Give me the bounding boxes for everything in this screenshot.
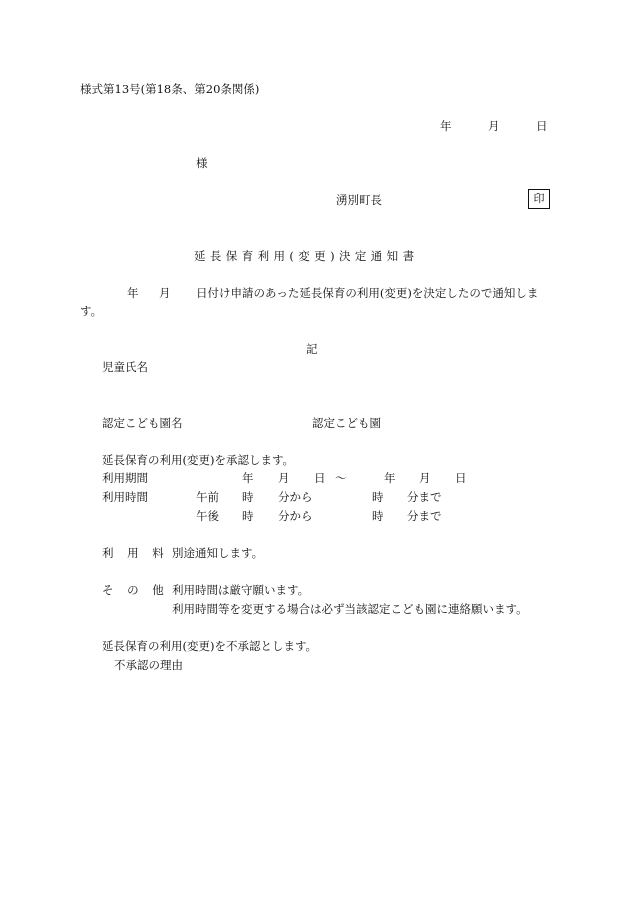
hours-am-hour-2: 時 bbox=[372, 490, 384, 504]
period-year-2: 年 bbox=[384, 471, 396, 485]
intro-year: 年 bbox=[127, 286, 139, 300]
hours-pm-hour: 時 bbox=[242, 509, 254, 523]
other-label: そ の 他 bbox=[102, 583, 164, 597]
facility-value: 認定こども園 bbox=[312, 416, 381, 430]
intro-line1: 日付け申請のあった延長保育の利用(変更)を決定したので通知しま bbox=[196, 286, 539, 300]
hours-pm-from: 分から bbox=[278, 509, 313, 523]
hours-am-from: 分から bbox=[278, 490, 313, 504]
period-day-1: 日 bbox=[314, 471, 326, 485]
period-month-1: 月 bbox=[278, 471, 290, 485]
period-tilde: ～ bbox=[335, 471, 347, 485]
hours-pm: 午後 bbox=[196, 509, 219, 523]
date-month: 月 bbox=[488, 119, 500, 133]
period-month-2: 月 bbox=[419, 471, 431, 485]
period-label: 利用期間 bbox=[102, 471, 148, 485]
period-day-2: 日 bbox=[455, 471, 467, 485]
ki-heading: 記 bbox=[306, 342, 318, 356]
other-line2: 利用時間等を変更する場合は必ず当該認定こども園に連絡願います。 bbox=[172, 602, 528, 616]
intro-line2: す。 bbox=[80, 304, 103, 318]
reject-reason-label: 不承認の理由 bbox=[114, 658, 183, 672]
facility-label: 認定こども園名 bbox=[102, 416, 183, 430]
reject-text: 延長保育の利用(変更)を不承認とします。 bbox=[102, 639, 318, 653]
hours-am-to: 分まで bbox=[407, 490, 442, 504]
approve-text: 延長保育の利用(変更)を承認します。 bbox=[102, 453, 295, 467]
addressee-suffix: 様 bbox=[196, 156, 208, 170]
date-day: 日 bbox=[536, 119, 548, 133]
seal-box: 印 bbox=[528, 189, 550, 209]
intro-month: 月 bbox=[159, 286, 171, 300]
fee-label: 利 用 料 bbox=[102, 546, 164, 560]
hours-label: 利用時間 bbox=[102, 490, 148, 504]
hours-pm-hour-2: 時 bbox=[372, 509, 384, 523]
document-title: 延長保育利用(変更)決定通知書 bbox=[194, 249, 419, 263]
hours-am-hour: 時 bbox=[242, 490, 254, 504]
issuer: 湧別町長 bbox=[336, 193, 382, 207]
fee-value: 別途通知します。 bbox=[172, 546, 264, 560]
other-line1: 利用時間は厳守願います。 bbox=[172, 583, 310, 597]
date-year: 年 bbox=[440, 119, 452, 133]
child-name-label: 児童氏名 bbox=[102, 360, 148, 374]
hours-am: 午前 bbox=[196, 490, 219, 504]
hours-pm-to: 分まで bbox=[407, 509, 442, 523]
period-year-1: 年 bbox=[242, 471, 254, 485]
form-number: 様式第13号(第18条、第20条関係) bbox=[80, 82, 260, 96]
